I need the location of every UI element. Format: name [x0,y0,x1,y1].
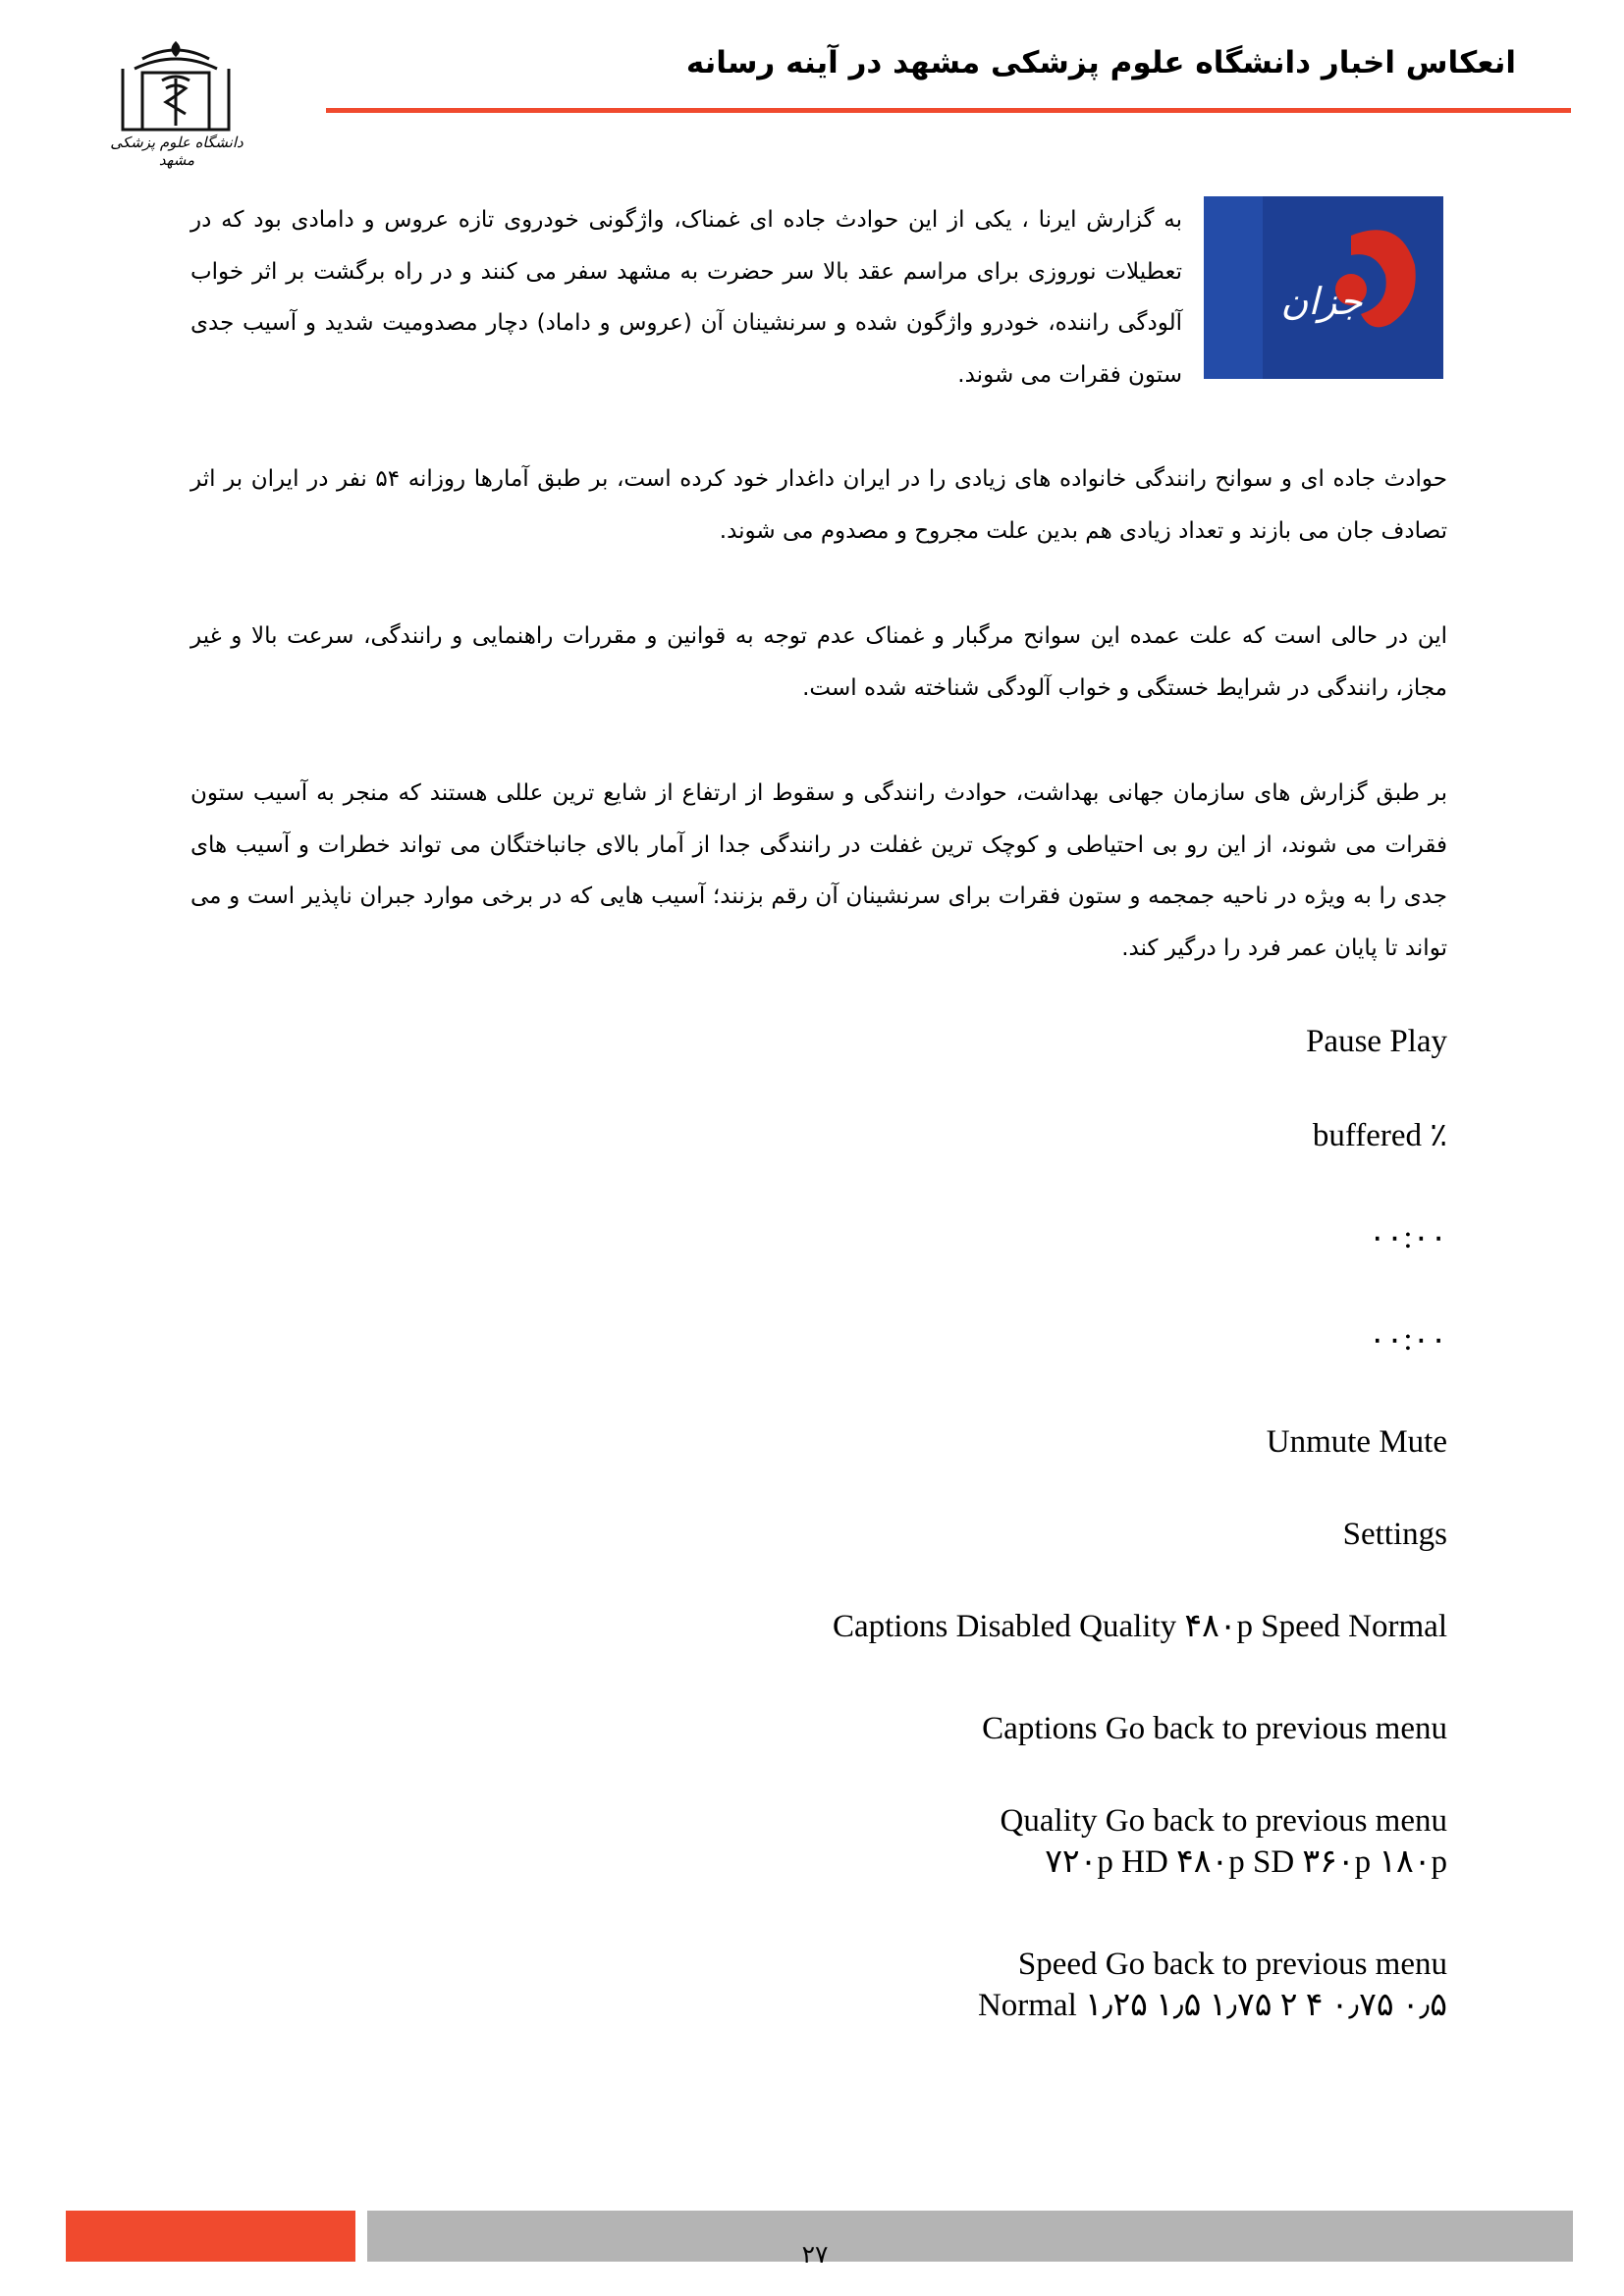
paragraph-text: این در حالی است که علت عمده این سوانح مرگبار و غمناک عدم توجه به قوانین و مقررات راهنمایی و رانندگی، سرعت بالا و غیر مجاز، رانندگی در شرایط خستگی و خواب آلودگی شناخته شده است. [190,623,1447,701]
paragraph-text: بر طبق گزارش های سازمان جهانی بهداشت، حوادث رانندگی و سقوط از ارتفاع از شایع ترین عللی هستند که منجر به آسیب ستون فقرات می شوند، از این رو بی احتیاطی و کوچک ترین غفلت در رانندگی جدا از آمار بالای جانباختگان می تواند خطرات و آسیب های جدی را به ویژه در ناحیه جمجمه و ستون فقرات برای سرنشینان آن رقم بزنند؛ آسیب هایی که در برخی موارد جبران ناپذیر است و می تواند تا پایان عمر فرد را درگیر کند. [190,780,1447,961]
duration-time: ۰۰:۰۰ [1368,1322,1447,1358]
paragraph-text: به گزارش ایرنا ، یکی از این حوادث جاده ای غمناک، واژگونی خودروی تازه عروس و دامادی بود که در تعطیلات نوروزی برای مراسم عقد بالا سر حضرت به مشهد سفر می کنند و در راه برگشت بر اثر خواب آلودگی راننده، خودرو واژگون شده و سرنشینان آن (عروس و داماد) دچار مصدومیت شدید و آسیب جدی ستون فقرات می شوند. [190,207,1182,388]
footer-bar [367,2211,1573,2262]
header-divider [326,108,1571,113]
page-header-title: انعکاس اخبار دانشگاه علوم پزشکی مشهد در آینه رسانه [685,45,1516,80]
svg-text:جزان: جزان [1280,280,1363,323]
quality-options[interactable]: ۷۲۰p HD ۴۸۰p SD ۳۶۰p ۱۸۰p [1045,1844,1447,1880]
university-emblem-icon [113,39,239,137]
page-number: ۲۷ [801,2240,829,2269]
paragraph-text: حوادث جاده ای و سوانح رانندگی خانواده های زیادی را در ایران داغدار خود کرده است، بر طبق آمارها روزانه ۵۴ نفر در ایران بر اثر تصادف جان می بازند و تعداد زیادی هم بدین علت مجروح و مصدوم می شوند. [190,466,1448,544]
article-paragraph [190,611,1447,714]
speed-options[interactable]: Normal ۱٫۲۵ ۱٫۵ ۱٫۷۵ ۲ ۴ ۰٫۷۵ ۰٫۵ [977,1988,1447,2023]
buffered-indicator: buffered ٪ [1312,1118,1447,1153]
quality-menu[interactable]: Quality Go back to previous menu [1000,1803,1447,1839]
footer-accent-bar [66,2211,355,2262]
settings-summary-menu[interactable]: Captions Disabled Quality ۴۸۰p Speed Normal [832,1609,1447,1644]
article-paragraph [190,768,1447,974]
article-paragraph [190,194,1182,400]
current-time: ۰۰:۰۰ [1368,1220,1447,1255]
mute-button[interactable]: Unmute Mute [1266,1424,1447,1460]
news-agency-image [1204,196,1443,379]
article-paragraph [190,454,1447,557]
play-pause-button[interactable]: Pause Play [1306,1024,1447,1059]
speed-menu[interactable]: Speed Go back to previous menu [1017,1947,1447,1982]
captions-menu[interactable]: Captions Go back to previous menu [982,1711,1447,1746]
settings-button[interactable]: Settings [1342,1517,1447,1552]
news-agency-logo-icon [1204,196,1443,379]
logo-caption: دانشگاه علوم پزشکی مشهد [110,133,244,169]
